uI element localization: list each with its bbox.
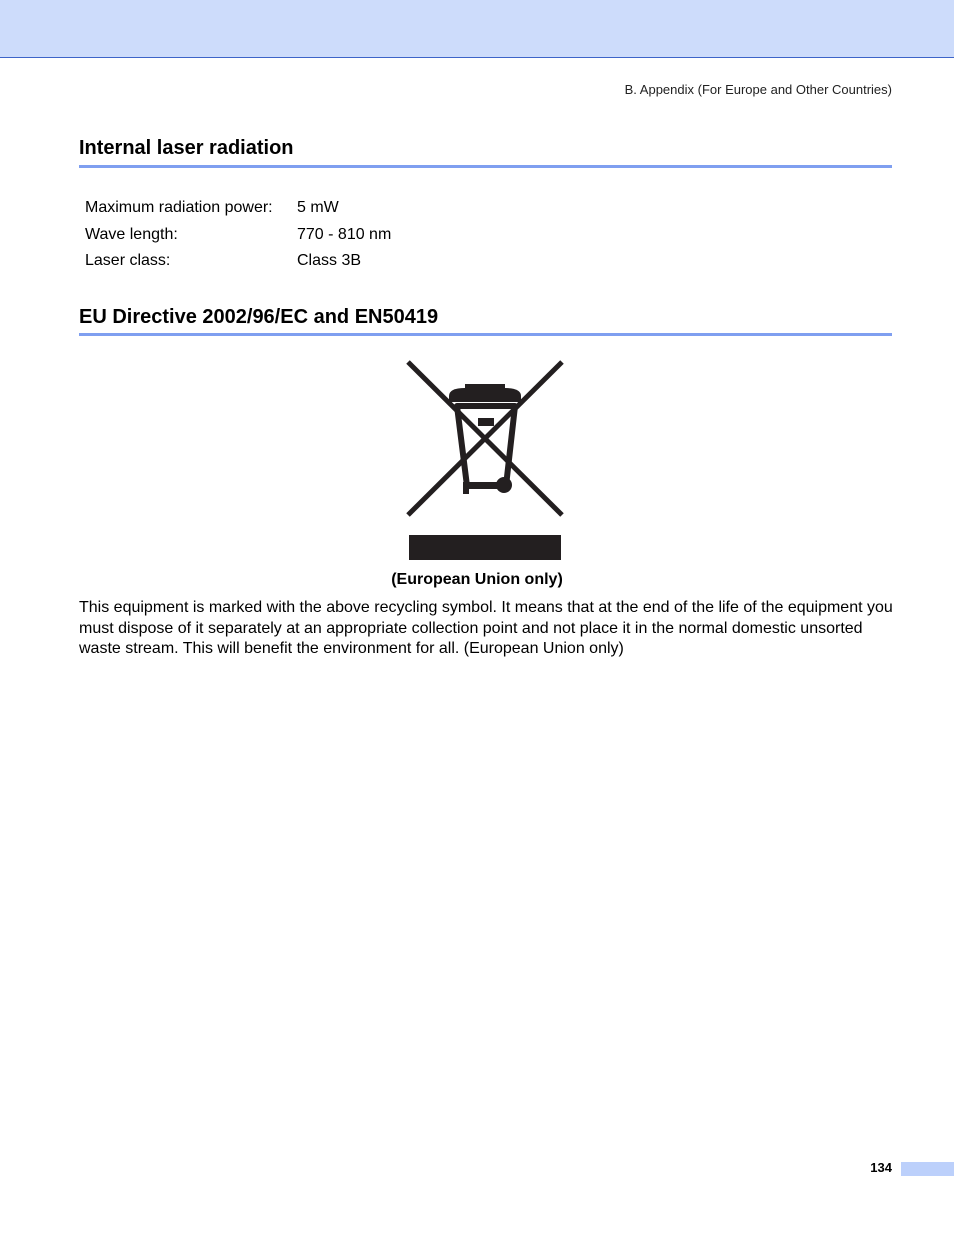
- symbol-caption: (European Union only): [391, 571, 563, 588]
- spec-value: 770 - 810 nm: [297, 225, 392, 243]
- section-title-laser: Internal laser radiation: [79, 137, 294, 159]
- spec-row-class: [85, 248, 391, 275]
- spec-row-power: [85, 195, 391, 222]
- spec-value: 5 mW: [297, 199, 339, 217]
- spec-label: Maximum radiation power:: [85, 199, 273, 217]
- laser-spec-table: [85, 195, 391, 275]
- page-number: 134: [870, 1160, 892, 1175]
- spec-label: Laser class:: [85, 252, 171, 270]
- spec-value: Class 3B: [297, 252, 362, 270]
- page-tab-marker: [901, 1162, 954, 1176]
- section-title-eu-directive: EU Directive 2002/96/EC and EN50419: [79, 306, 439, 328]
- running-header: B. Appendix (For Europe and Other Countries): [624, 82, 892, 97]
- section-rule-eu: [79, 333, 892, 336]
- disposal-paragraph: This equipment is marked with the above recycling symbol. It means that at the end of the life of the equipment you must dispose of it separately at an appropriate collection point and not place it in the normal domestic unsorted waste stream. This will benefit the environment for all. (European Union only): [79, 599, 893, 657]
- header-band: [0, 0, 954, 58]
- crossed-out-wheelie-bin-icon: [405, 358, 566, 562]
- section-rule-laser: [79, 165, 892, 168]
- spec-row-wavelength: [85, 222, 391, 249]
- spec-label: Wave length:: [85, 225, 178, 243]
